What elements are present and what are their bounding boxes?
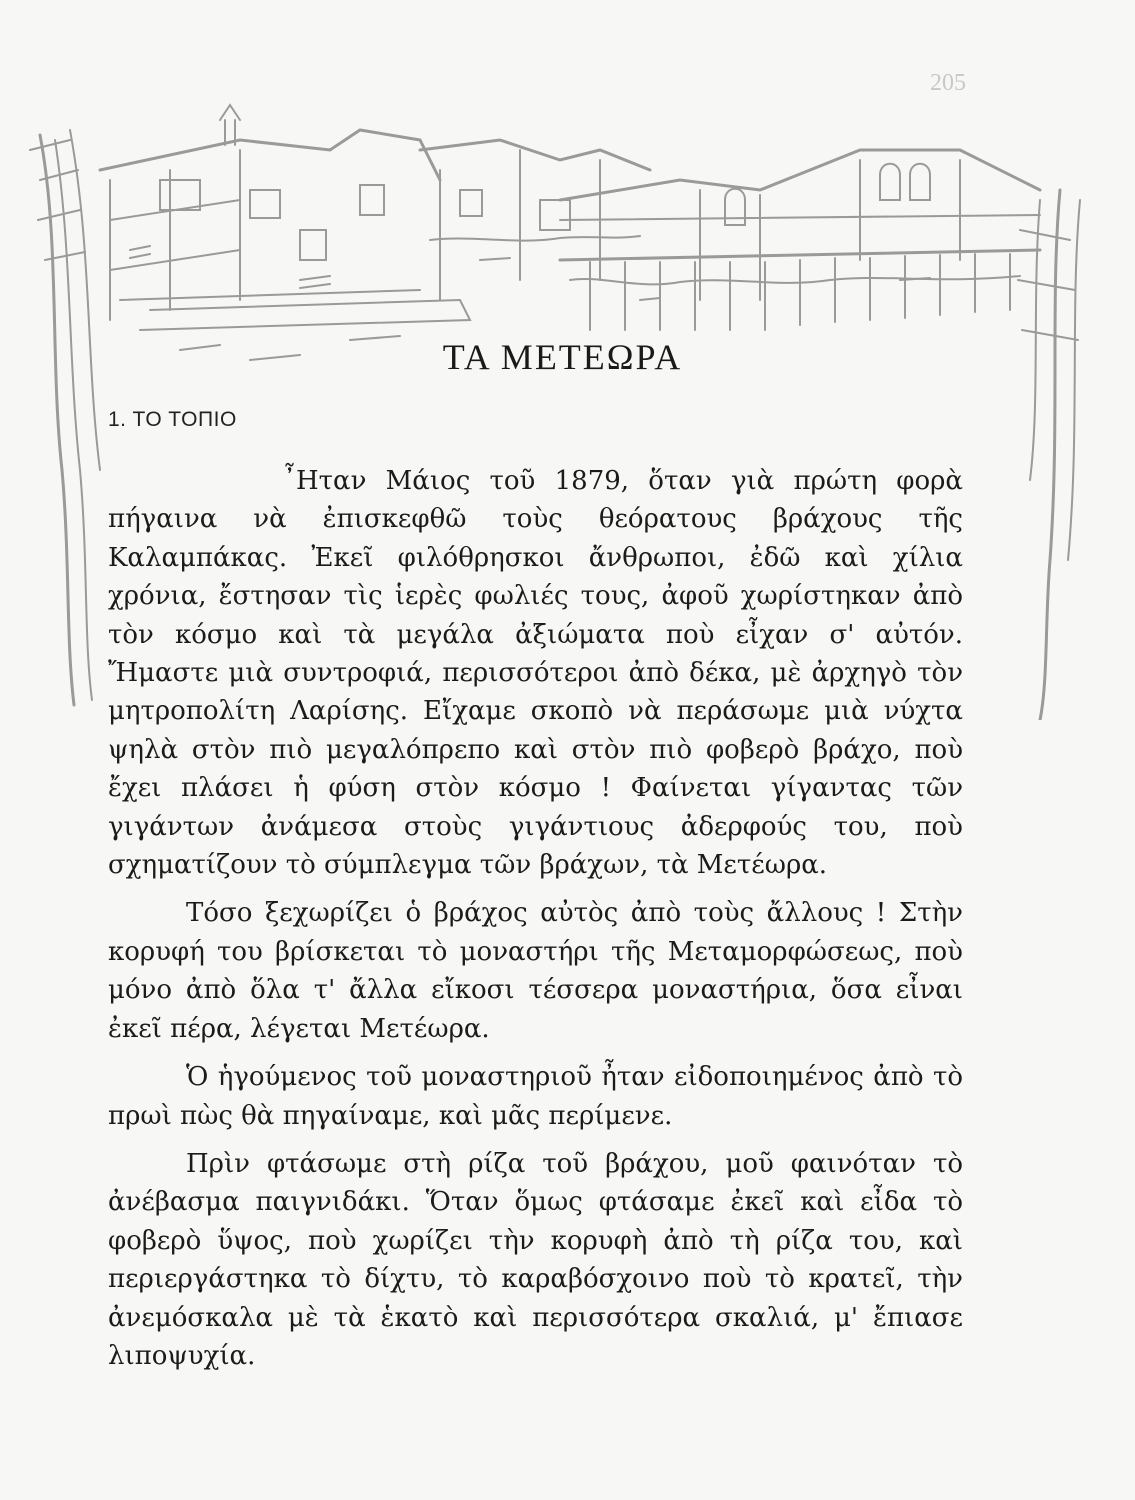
section-heading: 1. ΤΟ ΤΟΠΙΟ bbox=[108, 408, 237, 431]
paragraph: Τόσο ξεχωρίζει ὁ βράχος αὐτὸς ἀπὸ τοὺς ἄλλους ! Στὴν κορυφή του βρίσκεται τὸ μοναστήρι τῆς Μεταμορφώσεως, ποὺ μόνο ἀπὸ ὅλα τ' ἄλλα εἴκοσι τέσσερα μοναστήρια, ὅσα εἶναι ἐκεῖ πέρα, λέγεται Μετέωρα. bbox=[108, 898, 963, 1044]
body-text bbox=[108, 462, 963, 1385]
paragraph: ῏Ηταν Μάιος τοῦ 1879, ὅταν γιὰ πρώτη φορὰ πήγαινα νὰ ἐπισκεφθῶ τοὺς θεόρατους βράχους τῆς Καλαμπάκας. Ἐκεῖ φιλόθρησκοι ἄνθρωποι, ἐδῶ καὶ χίλια χρόνια, ἔστησαν τὶς ἱερὲς φωλιές τους, ἀφοῦ χωρίστηκαν ἀπὸ τὸν κόσμο καὶ τὰ μεγάλα ἀξιώματα ποὺ εἶχαν σ' αὐτόν. Ἤμαστε μιὰ συντροφιά, περισσότεροι ἀπὸ δέκα, μὲ ἀρχηγὸ τὸν μητροπολίτη Λαρίσης. Εἴχαμε σκοπὸ νὰ περάσωμε μιὰ νύχτα ψηλὰ στὸν πιὸ μεγαλόπρεπο καὶ στὸν πιὸ φοβερὸ βράχο, ποὺ ἔχει πλάσει ἡ φύση στὸν κόσμο ! Φαίνεται γίγαντας τῶν γιγάντων ἀνάμεσα στοὺς γιγάντιους ἀδερφούς του, ποὺ σχηματίζουν τὸ σύμπλεγμα τῶν βράχων, τὰ Μετέωρα. bbox=[108, 466, 963, 881]
chapter-title: ΤΑ ΜΕΤΕΩΡΑ bbox=[442, 337, 683, 377]
paragraph: Ὁ ἡγούμενος τοῦ μοναστηριοῦ ἦταν εἰδοποιημένος ἀπὸ τὸ πρωὶ πὼς θὰ πηγαίναμε, καὶ μᾶς περίμενε. bbox=[108, 1062, 963, 1131]
page-number: 205 bbox=[930, 70, 966, 96]
paragraph: Πρὶν φτάσωμε στὴ ρίζα τοῦ βράχου, μοῦ φαινόταν τὸ ἀνέβασμα παιγνιδάκι. Ὅταν ὅμως φτάσαμε ἐκεῖ καὶ εἶδα τὸ φοβερὸ ὕψος, ποὺ χωρίζει τὴν κορυφὴ ἀπὸ τὴ ρίζα του, καὶ περιεργάστηκα τὸ δίχτυ, τὸ καραβόσχοινο ποὺ τὸ κρατεῖ, τὴν ἀνεμόσκαλα μὲ τὰ ἑκατὸ καὶ περισσότερα σκαλιά, μ' ἔπιασε λιποψυχία. bbox=[108, 1148, 963, 1371]
